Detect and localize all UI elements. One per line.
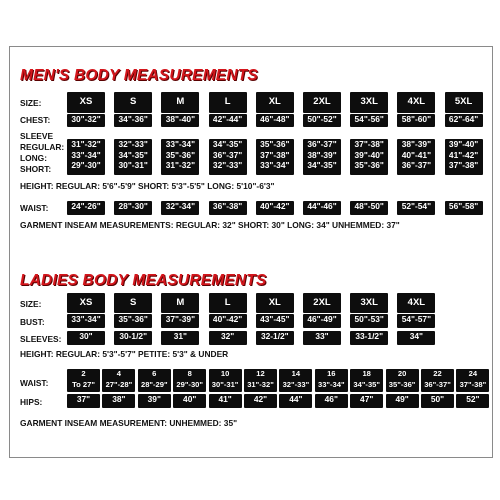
ladies-waist-4: 10 30"-31" — [209, 369, 242, 392]
mens-chest-2: 38"-40" — [161, 114, 199, 127]
mens-sleeve-4: 35"-36" 37"-38" 33"-34" — [256, 139, 294, 175]
mens-waist-5: 44"-46" — [303, 201, 341, 215]
mens-waist-8: 56"-58" — [445, 201, 483, 215]
mens-height-line: HEIGHT: REGULAR: 5'6"-5'9" SHORT: 5'3"-5'5" LONG: 5'10"-6'3" — [20, 181, 275, 191]
mens-chest-label: CHEST: — [20, 115, 51, 125]
ladies-inseam-line: GARMENT INSEAM MEASUREMENT: UNHEMMED: 35" — [20, 418, 238, 428]
mens-chest-1: 34"-36" — [114, 114, 152, 127]
mens-size-5: 2XL — [303, 92, 341, 113]
ladies-waist-2: 6 28"-29" — [138, 369, 171, 392]
ladies-hips-10: 50" — [421, 394, 454, 408]
ladies-waist-3: 8 29"-30" — [173, 369, 206, 392]
ladies-waist-9: 20 35"-36" — [386, 369, 419, 392]
ladies-hips-0: 37" — [67, 394, 100, 408]
ladies-waist-5: 12 31"-32" — [244, 369, 277, 392]
mens-title: MEN'S BODY MEASUREMENTS — [20, 67, 258, 84]
ladies-waist-6: 14 32"-33" — [279, 369, 312, 392]
ladies-sleeves-7: 34" — [397, 331, 435, 345]
ladies-sleeves-label: SLEEVES: — [20, 334, 62, 344]
mens-waist-label: WAIST: — [20, 203, 49, 213]
ladies-bust-4: 43"-45" — [256, 314, 294, 328]
mens-chest-4: 46"-48" — [256, 114, 294, 127]
mens-sleeve-0: 31"-32" 33"-34" 29"-30" — [67, 139, 105, 175]
mens-waist-7: 52"-54" — [397, 201, 435, 215]
size-chart — [9, 46, 493, 458]
ladies-sleeves-4: 32-1/2" — [256, 331, 294, 345]
mens-size-3: L — [209, 92, 247, 113]
ladies-title: LADIES BODY MEASUREMENTS — [20, 272, 267, 289]
mens-size-label: SIZE: — [20, 98, 42, 108]
ladies-sleeves-5: 33" — [303, 331, 341, 345]
mens-size-0: XS — [67, 92, 105, 113]
mens-size-6: 3XL — [350, 92, 388, 113]
ladies-waist-label: WAIST: — [20, 378, 49, 388]
mens-size-7: 4XL — [397, 92, 435, 113]
ladies-bust-0: 33"-34" — [67, 314, 105, 328]
ladies-size-2: M — [161, 293, 199, 313]
mens-sleeve-1: 32"-33" 34"-35" 30"-31" — [114, 139, 152, 175]
ladies-hips-label: HIPS: — [20, 397, 43, 407]
ladies-sleeves-1: 30-1/2" — [114, 331, 152, 345]
mens-waist-3: 36"-38" — [209, 201, 247, 215]
mens-sleeve-7: 38"-39" 40"-41" 36"-37" — [397, 139, 435, 175]
ladies-bust-7: 54"-57" — [397, 314, 435, 328]
ladies-bust-1: 35"-36" — [114, 314, 152, 328]
mens-short-label: SHORT: — [20, 164, 52, 174]
mens-sleeve-2: 33"-34" 35"-36" 31"-32" — [161, 139, 199, 175]
ladies-waist-10: 22 36"-37" — [421, 369, 454, 392]
ladies-size-0: XS — [67, 293, 105, 313]
mens-chest-8: 62"-64" — [445, 114, 483, 127]
ladies-size-5: 2XL — [303, 293, 341, 313]
mens-size-4: XL — [256, 92, 294, 113]
mens-chest-7: 58"-60" — [397, 114, 435, 127]
ladies-hips-7: 46" — [315, 394, 348, 408]
ladies-hips-2: 39" — [138, 394, 171, 408]
mens-chest-0: 30"-32" — [67, 114, 105, 127]
ladies-size-6: 3XL — [350, 293, 388, 313]
ladies-waist-1: 4 27"-28" — [102, 369, 135, 392]
mens-long-label: LONG: — [20, 153, 47, 163]
ladies-hips-8: 47" — [350, 394, 383, 408]
ladies-size-label: SIZE: — [20, 299, 42, 309]
mens-chest-6: 54"-56" — [350, 114, 388, 127]
ladies-bust-2: 37"-39" — [161, 314, 199, 328]
mens-sleeve-5: 36"-37" 38"-39" 34"-35" — [303, 139, 341, 175]
ladies-hips-3: 40" — [173, 394, 206, 408]
ladies-sleeves-6: 33-1/2" — [350, 331, 388, 345]
mens-waist-0: 24"-26" — [67, 201, 105, 215]
ladies-size-4: XL — [256, 293, 294, 313]
mens-sleeve-6: 37"-38" 39"-40" 35"-36" — [350, 139, 388, 175]
ladies-bust-3: 40"-42" — [209, 314, 247, 328]
ladies-sleeves-2: 31" — [161, 331, 199, 345]
ladies-bust-5: 46"-49" — [303, 314, 341, 328]
ladies-hips-4: 41" — [209, 394, 242, 408]
mens-regular-label: REGULAR: — [20, 142, 65, 152]
ladies-hips-6: 44" — [279, 394, 312, 408]
mens-inseam-line: GARMENT INSEAM MEASUREMENTS: REGULAR: 32" SHORT: 30" LONG: 34" UNHEMMED: 37" — [20, 220, 400, 230]
ladies-sleeves-0: 30" — [67, 331, 105, 345]
mens-size-2: M — [161, 92, 199, 113]
mens-waist-2: 32"-34" — [161, 201, 199, 215]
mens-waist-4: 40"-42" — [256, 201, 294, 215]
ladies-waist-0: 2 To 27" — [67, 369, 100, 392]
mens-sleeve-3: 34"-35" 36"-37" 32"-33" — [209, 139, 247, 175]
ladies-waist-8: 18 34"-35" — [350, 369, 383, 392]
mens-sleeve-label: SLEEVE — [20, 131, 54, 141]
ladies-bust-6: 50"-53" — [350, 314, 388, 328]
ladies-hips-9: 49" — [386, 394, 419, 408]
mens-chest-3: 42"-44" — [209, 114, 247, 127]
ladies-waist-11: 24 37"-38" — [456, 369, 489, 392]
mens-chest-5: 50"-52" — [303, 114, 341, 127]
ladies-sleeves-3: 32" — [209, 331, 247, 345]
ladies-hips-1: 38" — [102, 394, 135, 408]
ladies-bust-label: BUST: — [20, 317, 45, 327]
ladies-size-1: S — [114, 293, 152, 313]
ladies-size-3: L — [209, 293, 247, 313]
mens-waist-1: 28"-30" — [114, 201, 152, 215]
mens-size-1: S — [114, 92, 152, 113]
ladies-hips-11: 52" — [456, 394, 489, 408]
ladies-height-line: HEIGHT: REGULAR: 5'3"-5'7" PETITE: 5'3" & UNDER — [20, 349, 229, 359]
mens-waist-6: 48"-50" — [350, 201, 388, 215]
ladies-hips-5: 42" — [244, 394, 277, 408]
ladies-waist-7: 16 33"-34" — [315, 369, 348, 392]
mens-sleeve-8: 39"-40" 41"-42" 37"-38" — [445, 139, 483, 175]
mens-size-8: 5XL — [445, 92, 483, 113]
ladies-size-7: 4XL — [397, 293, 435, 313]
